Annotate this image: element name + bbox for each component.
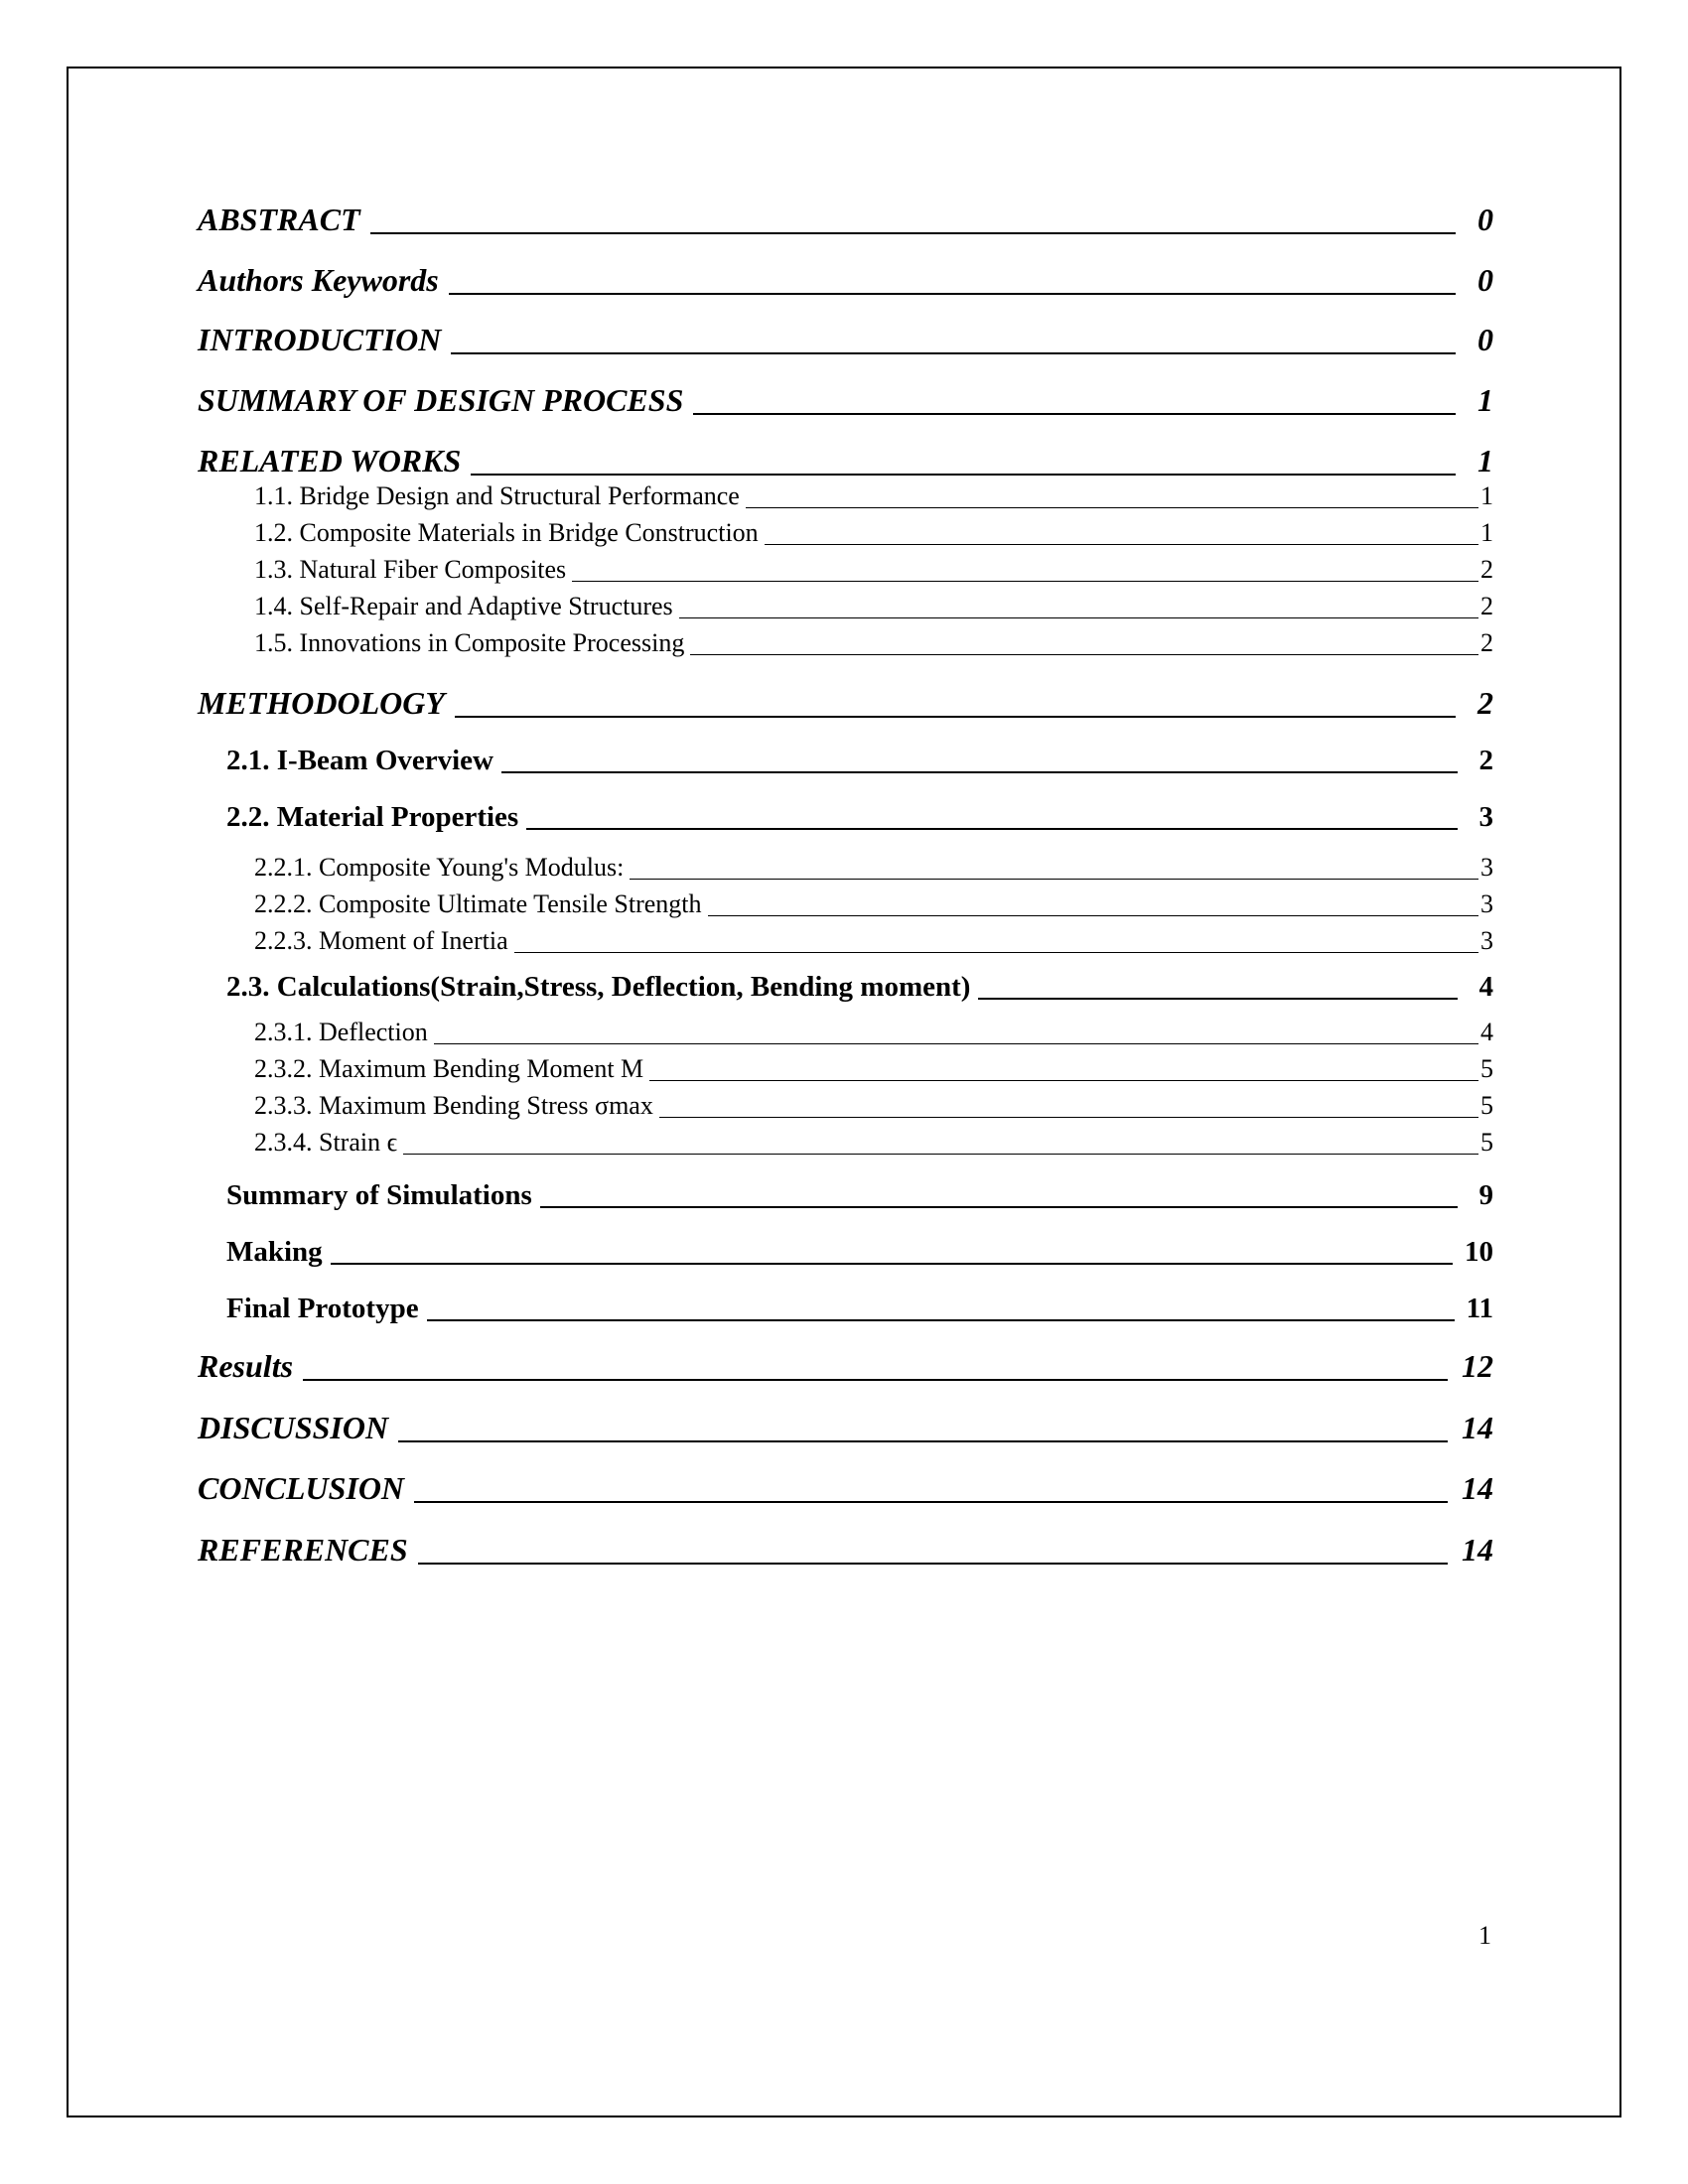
- toc-entry-title: 2.3.2. Maximum Bending Moment M: [254, 1054, 644, 1083]
- toc-entry-page: 14: [1462, 1532, 1493, 1568]
- toc-entry-page: 2: [1477, 685, 1493, 721]
- toc-leader-line: [427, 1319, 1455, 1321]
- toc-entry-page: 2: [1480, 592, 1493, 620]
- toc-entry-title: 2.3.4. Strain ϵ: [254, 1128, 398, 1157]
- toc-entry[interactable]: [198, 682, 1493, 722]
- toc-entry-page: 3: [1480, 926, 1493, 955]
- toc-entry-page: 5: [1480, 1128, 1493, 1157]
- toc-entry[interactable]: [198, 440, 1493, 479]
- toc-entry-page: 14: [1462, 1410, 1493, 1445]
- toc-entry-page: 10: [1465, 1236, 1493, 1268]
- toc-entry-page: 4: [1480, 1018, 1493, 1046]
- toc-entry[interactable]: [198, 798, 1493, 834]
- toc-leader-line: [679, 617, 1478, 618]
- toc-entry[interactable]: [198, 590, 1493, 621]
- toc-entry-page: 1: [1477, 443, 1493, 478]
- toc-entry[interactable]: [198, 887, 1493, 919]
- toc-entry[interactable]: [198, 319, 1493, 358]
- toc-leader-line: [690, 654, 1478, 655]
- toc-entry[interactable]: [198, 1467, 1493, 1507]
- toc-entry-page: 12: [1462, 1348, 1493, 1384]
- toc-entry-title: 2.2.3. Moment of Inertia: [254, 926, 508, 955]
- toc-entry-page: 2: [1478, 745, 1493, 776]
- toc-leader-line: [708, 915, 1479, 916]
- toc-entry-page: 5: [1480, 1091, 1493, 1120]
- toc-leader-line: [765, 544, 1478, 545]
- toc-entry[interactable]: [198, 379, 1493, 419]
- toc-entry[interactable]: [198, 479, 1493, 511]
- toc-entry-page: 14: [1462, 1470, 1493, 1506]
- toc-leader-line: [455, 716, 1456, 718]
- toc-leader-line: [514, 952, 1478, 953]
- toc-entry[interactable]: [198, 553, 1493, 585]
- toc-leader-line: [403, 1154, 1478, 1155]
- toc-entry[interactable]: [198, 259, 1493, 299]
- toc-entry[interactable]: [198, 516, 1493, 548]
- toc-leader-line: [526, 828, 1458, 830]
- toc-leader-line: [471, 474, 1456, 476]
- toc-leader-line: [434, 1043, 1478, 1044]
- toc-entry-page: 9: [1478, 1179, 1493, 1211]
- toc-entry[interactable]: [198, 1233, 1493, 1269]
- toc-entry[interactable]: [198, 199, 1493, 238]
- toc-entry-title: 2.2.1. Composite Young's Modulus:: [254, 853, 625, 882]
- toc-entry-title: RELATED WORKS: [198, 443, 462, 478]
- toc-entry-title: 2.1. I-Beam Overview: [226, 745, 493, 776]
- toc-entry-title: REFERENCES: [198, 1532, 408, 1568]
- toc-entry-page: 1: [1480, 481, 1493, 510]
- toc-entry-title: METHODOLOGY: [198, 685, 445, 721]
- toc-entry[interactable]: [198, 742, 1493, 777]
- toc-entry-page: 3: [1478, 801, 1493, 833]
- toc-entry-title: 1.3. Natural Fiber Composites: [254, 555, 567, 584]
- toc-leader-line: [630, 879, 1478, 880]
- toc-entry-page: 5: [1480, 1054, 1493, 1083]
- toc-leader-line: [501, 771, 1458, 773]
- toc-leader-line: [659, 1117, 1478, 1118]
- toc-entry[interactable]: [198, 1407, 1493, 1446]
- toc-entry-page: 3: [1480, 853, 1493, 882]
- toc-entry-page: 0: [1477, 202, 1493, 237]
- toc-leader-line: [693, 413, 1456, 415]
- toc-entry[interactable]: [198, 1052, 1493, 1084]
- toc-entry-title: 1.2. Composite Materials in Bridge Construction: [254, 518, 759, 547]
- toc-leader-line: [978, 998, 1458, 1000]
- toc-entry[interactable]: [198, 1126, 1493, 1158]
- toc-entry-title: Results: [198, 1348, 294, 1384]
- toc-entry-page: 1: [1477, 382, 1493, 418]
- toc-entry[interactable]: [198, 968, 1493, 1004]
- toc-entry-page: 11: [1466, 1293, 1493, 1324]
- toc-entry-title: Final Prototype: [226, 1293, 419, 1324]
- toc-entry-title: 2.3.1. Deflection: [254, 1018, 428, 1046]
- toc-entry-title: Making: [226, 1236, 323, 1268]
- toc-entry-title: INTRODUCTION: [198, 322, 442, 357]
- toc-entry-title: 1.5. Innovations in Composite Processing: [254, 628, 685, 657]
- toc-entry[interactable]: [198, 1290, 1493, 1325]
- toc-leader-line: [418, 1563, 1448, 1565]
- toc-entry[interactable]: [198, 851, 1493, 883]
- toc-entry[interactable]: [198, 1176, 1493, 1212]
- toc-entry-title: 1.1. Bridge Design and Structural Performance: [254, 481, 740, 510]
- toc-entry-page: 2: [1480, 628, 1493, 657]
- toc-entry-page: 3: [1480, 889, 1493, 918]
- toc-entry-title: Authors Keywords: [198, 262, 439, 298]
- toc-entry-page: 2: [1480, 555, 1493, 584]
- toc-entry-title: ABSTRACT: [198, 202, 360, 237]
- toc-leader-line: [746, 507, 1478, 508]
- toc-leader-line: [572, 581, 1478, 582]
- toc-leader-line: [540, 1206, 1458, 1208]
- toc-entry-title: 2.3.3. Maximum Bending Stress σmax: [254, 1091, 653, 1120]
- toc-entry[interactable]: [198, 1345, 1493, 1385]
- toc-entry-title: DISCUSSION: [198, 1410, 389, 1445]
- toc-entry-page: 0: [1477, 262, 1493, 298]
- toc-entry-title: SUMMARY OF DESIGN PROCESS: [198, 382, 684, 418]
- toc-leader-line: [370, 232, 1456, 234]
- toc-leader-line: [331, 1263, 1453, 1265]
- toc-entry[interactable]: [198, 1089, 1493, 1121]
- toc-entry-page: 1: [1480, 518, 1493, 547]
- toc-entry-title: 2.3. Calculations(Strain,Stress, Deflection, Bending moment): [226, 971, 971, 1003]
- toc-entry-title: 2.2. Material Properties: [226, 801, 519, 833]
- toc-entry[interactable]: [198, 1529, 1493, 1569]
- toc-entry-page: 0: [1477, 322, 1493, 357]
- toc-leader-line: [414, 1501, 1448, 1503]
- toc-leader-line: [303, 1379, 1448, 1381]
- page-number: 1: [1478, 1921, 1491, 1950]
- toc-leader-line: [451, 352, 1456, 354]
- toc-entry-title: Summary of Simulations: [226, 1179, 532, 1211]
- toc-entry-title: 2.2.2. Composite Ultimate Tensile Strength: [254, 889, 702, 918]
- toc-entry-page: 4: [1478, 971, 1493, 1003]
- toc-leader-line: [449, 293, 1456, 295]
- toc-leader-line: [649, 1080, 1478, 1081]
- toc-entry[interactable]: [198, 626, 1493, 658]
- toc-entry-title: 1.4. Self-Repair and Adaptive Structures: [254, 592, 673, 620]
- toc-leader-line: [398, 1440, 1448, 1442]
- toc-entry[interactable]: [198, 924, 1493, 956]
- toc-entry-title: CONCLUSION: [198, 1470, 405, 1506]
- toc-entry[interactable]: [198, 1016, 1493, 1047]
